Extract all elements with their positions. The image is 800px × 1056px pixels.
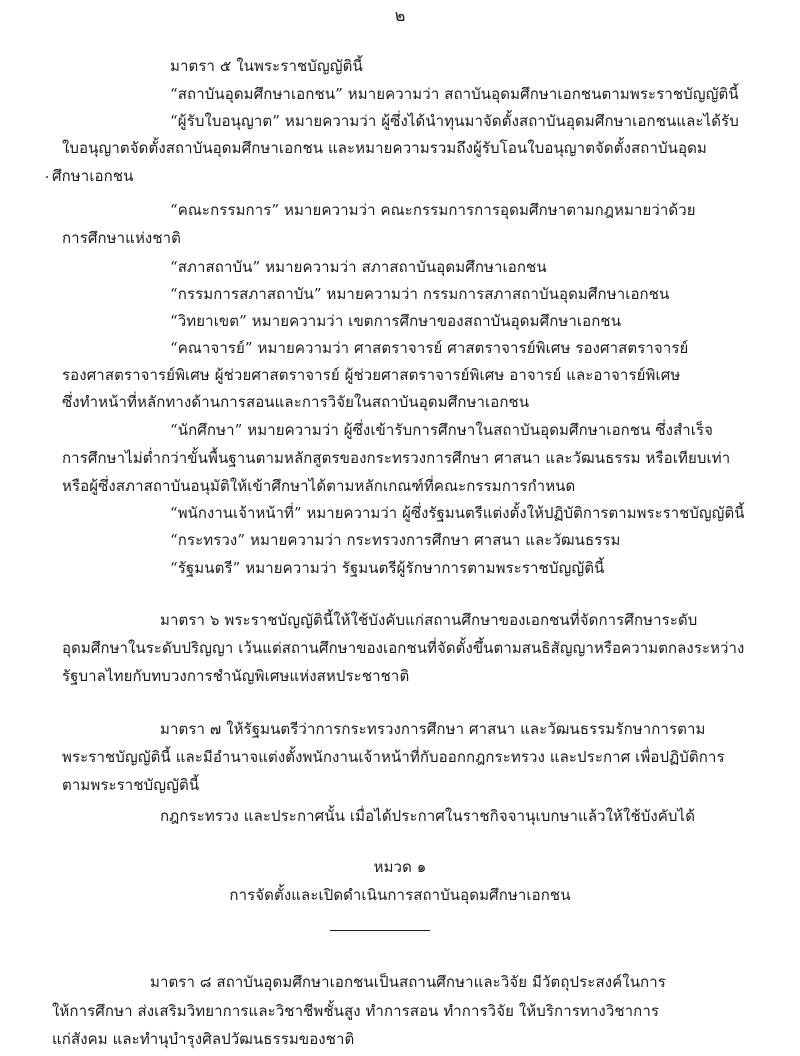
definition-student-cont-1: การศึกษาไม่ต่ำกว่าขั้นพื้นฐานตามหลักสูตรของกระทรวงการศึกษา ศาสนา และวัฒนธรรม หรือเทียบเท่า [62, 449, 731, 467]
section-8-line-1: มาตรา ๘ สถาบันอุดมศึกษาเอกชนเป็นสถานศึกษาและวิจัย มีวัตถุประสงค์ในการ [150, 973, 666, 991]
definition-official: “พนักงานเจ้าหน้าที่” หมายความว่า ผู้ซึ่งรัฐมนตรีแต่งตั้งให้ปฏิบัติการตามพระราชบัญญัตินี้ [170, 504, 745, 522]
scan-speck [46, 176, 48, 178]
definition-licensee: “ผู้รับใบอนุญาต” หมายความว่า ผู้ซึ่งได้นำทุนมาจัดตั้งสถาบันอุดมศึกษาเอกชนและได้รับ [170, 112, 739, 130]
definition-student-cont-2: หรือผู้ซึ่งสภาสถาบันอนุมัติให้เข้าศึกษาได้ตามหลักเกณฑ์ที่คณะกรรมการกำหนด [62, 477, 576, 495]
chapter-title: หมวด ๑ [373, 858, 427, 876]
definition-minister: “รัฐมนตรี” หมายความว่า รัฐมนตรีผู้รักษาการตามพระราชบัญญัตินี้ [170, 559, 605, 577]
definition-campus: “วิทยาเขต” หมายความว่า เขตการศึกษาของสถาบันอุดมศึกษาเอกชน [170, 312, 622, 330]
definition-licensee-cont-1: ใบอนุญาตจัดตั้งสถาบันอุดมศึกษาเอกชน และหมายความรวมถึงผู้รับโอนใบอนุญาตจัดตั้งสถาบันอุดม [62, 139, 707, 157]
chapter-divider [330, 930, 430, 931]
section-5-heading: มาตรา ๕ ในพระราชบัญญัตินี้ [170, 57, 363, 75]
page-number: ๒ [394, 6, 406, 25]
definition-council-member: “กรรมการสภาสถาบัน” หมายความว่า กรรมการสภาสถาบันอุดมศึกษาเอกชน [170, 285, 670, 303]
section-8-line-3: แก่สังคม และทำนุบำรุงศิลปวัฒนธรรมของชาติ [52, 1030, 355, 1048]
section-7-paragraph-2: กฎกระทรวง และประกาศนั้น เมื่อได้ประกาศในราชกิจจานุเบกษาแล้วให้ใช้บังคับได้ [160, 807, 696, 825]
section-7-line-3: ตามพระราชบัญญัตินี้ [62, 776, 200, 794]
definition-council: “สภาสถาบัน” หมายความว่า สภาสถาบันอุดมศึกษาเอกชน [170, 258, 547, 276]
definition-committee: “คณะกรรมการ” หมายความว่า คณะกรรมการการอุดมศึกษาตามกฎหมายว่าด้วย [170, 201, 696, 219]
definition-student: “นักศึกษา” หมายความว่า ผู้ซึ่งเข้ารับการศึกษาในสถาบันอุดมศึกษาเอกชน ซึ่งสำเร็จ [170, 421, 714, 439]
definition-faculty-cont-2: ซึ่งทำหน้าที่หลักทางด้านการสอนและการวิจัยในสถาบันอุดมศึกษาเอกชน [62, 393, 530, 411]
section-7-line-2: พระราชบัญญัตินี้ และมีอำนาจแต่งตั้งพนักงานเจ้าหน้าที่กับออกกฎกระทรวง และประกาศ เพื่อปฏิบัติการ [62, 748, 725, 766]
definition-committee-cont: การศึกษาแห่งชาติ [62, 229, 182, 247]
definition-private-institution: “สถาบันอุดมศึกษาเอกชน” หมายความว่า สถาบันอุดมศึกษาเอกชนตามพระราชบัญญัตินี้ [170, 85, 739, 103]
section-8-line-2: ให้การศึกษา ส่งเสริมวิทยาการและวิชาชีพชั้นสูง ทำการสอน ทำการวิจัย ให้บริการทางวิชาการ [52, 1002, 660, 1020]
section-6-line-3: รัฐบาลไทยกับทบวงการชำนัญพิเศษแห่งสหประชาชาติ [62, 667, 410, 685]
definition-faculty: “คณาจารย์” หมายความว่า ศาสตราจารย์ ศาสตราจารย์พิเศษ รองศาสตราจารย์ [170, 339, 689, 357]
chapter-subtitle: การจัดตั้งและเปิดดำเนินการสถาบันอุดมศึกษาเอกชน [229, 886, 571, 904]
section-6-line-2: อุดมศึกษาในระดับปริญญา เว้นแต่สถานศึกษาของเอกชนที่จัดตั้งขึ้นตามสนธิสัญญาหรือความตกลงระหว่าง [62, 639, 745, 657]
section-6-line-1: มาตรา ๖ พระราชบัญญัตินี้ให้ใช้บังคับแก่สถานศึกษาของเอกชนที่จัดการศึกษาระดับ [160, 611, 698, 629]
definition-faculty-cont-1: รองศาสตราจารย์พิเศษ ผู้ช่วยศาสตราจารย์ ผู้ช่วยศาสตราจารย์พิเศษ อาจารย์ และอาจารย์พิเศษ [62, 366, 681, 384]
section-7-line-1: มาตรา ๗ ให้รัฐมนตรีว่าการกระทรวงการศึกษา ศาสนา และวัฒนธรรมรักษาการตาม [160, 720, 706, 738]
definition-ministry: “กระทรวง” หมายความว่า กระทรวงการศึกษา ศาสนา และวัฒนธรรม [170, 531, 621, 549]
definition-licensee-cont-2: ศึกษาเอกชน [52, 167, 134, 185]
